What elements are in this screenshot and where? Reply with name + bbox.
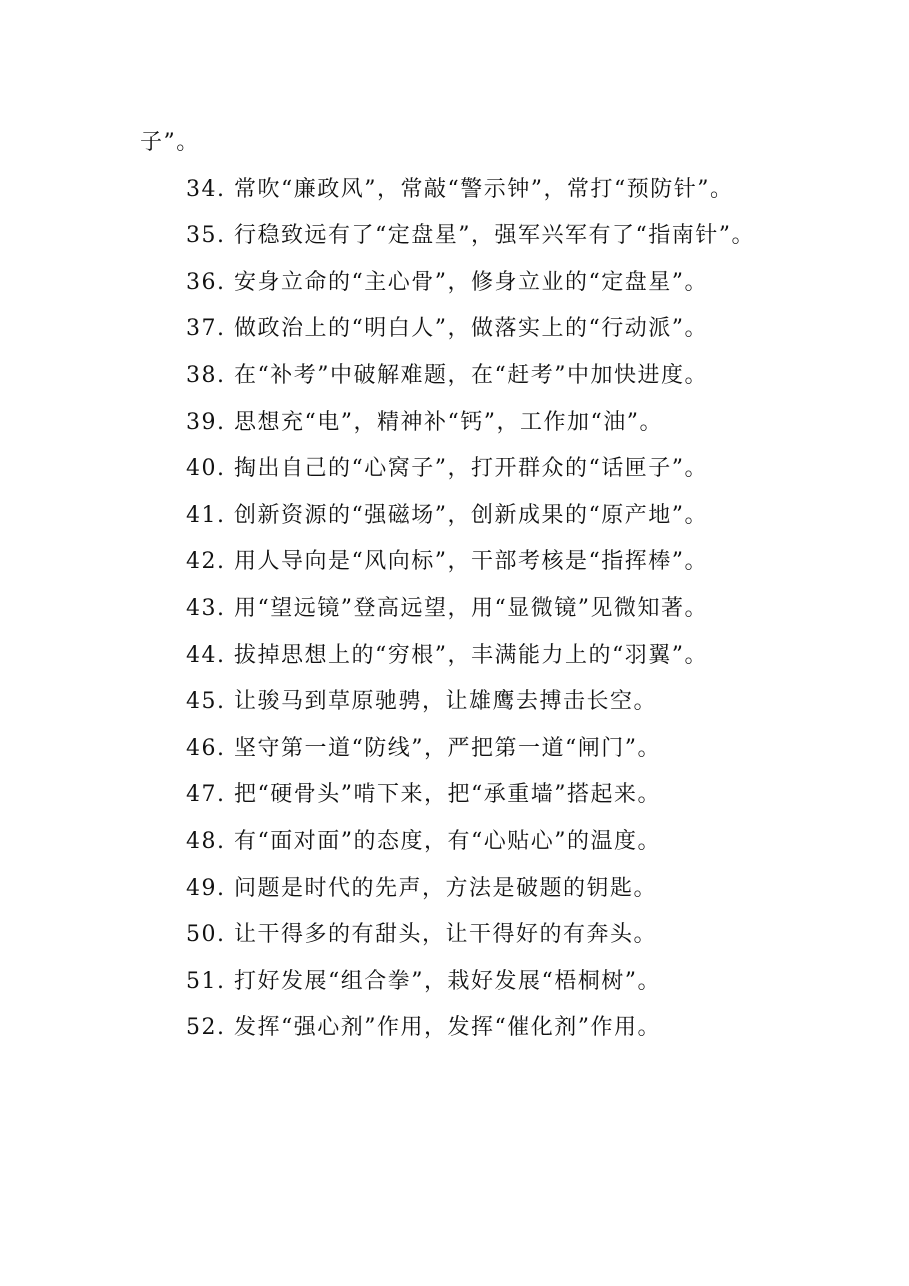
document-body [140, 120, 780, 1052]
paragraph-37: 37. 做政治上的“明白人”，做落实上的“行动派”。 [186, 316, 708, 342]
paragraph-35: 35. 行稳致远有了“定盘星”，强军兴军有了“指南针”。 [186, 223, 755, 249]
paragraph-41: 41. 创新资源的“强磁场”，创新成果的“原产地”。 [186, 502, 708, 528]
paragraph-46: 46. 坚守第一道“防线”，严把第一道“闸门”。 [186, 735, 661, 761]
paragraph-42: 42. 用人导向是“风向标”，干部考核是“指挥棒”。 [186, 549, 708, 575]
paragraph-45: 45. 让骏马到草原驰骋，让雄鹰去搏击长空。 [186, 689, 657, 715]
paragraph-50: 50. 让干得多的有甜头，让干得好的有奔头。 [186, 922, 657, 948]
paragraph-38: 38. 在“补考”中破解难题，在“赶考”中加快进度。 [186, 362, 708, 388]
paragraph-36: 36. 安身立命的“主心骨”，修身立业的“定盘星”。 [186, 269, 708, 295]
paragraph-34: 34. 常吹“廉政风”，常敲“警示钟”，常打“预防针”。 [186, 176, 734, 202]
paragraph-52: 52. 发挥“强心剂”作用，发挥“催化剂”作用。 [186, 1015, 661, 1041]
paragraph-43: 43. 用“望远镜”登高远望，用“显微镜”见微知著。 [186, 595, 708, 621]
paragraph-continuation: 子”。 [140, 130, 200, 155]
paragraph-51: 51. 打好发展“组合拳”，栽好发展“梧桐树”。 [186, 968, 661, 994]
paragraph-49: 49. 问题是时代的先声，方法是破题的钥匙。 [186, 875, 657, 901]
paragraph-47: 47. 把“硬骨头”啃下来，把“承重墙”搭起来。 [186, 782, 661, 808]
paragraph-39: 39. 思想充“电”，精神补“钙”，工作加“油”。 [186, 409, 663, 435]
paragraph-48: 48. 有“面对面”的态度，有“心贴心”的温度。 [186, 828, 661, 854]
paragraph-44: 44. 拔掉思想上的“穷根”，丰满能力上的“羽翼”。 [186, 642, 708, 668]
paragraph-40: 40. 掏出自己的“心窝子”，打开群众的“话匣子”。 [186, 456, 708, 482]
